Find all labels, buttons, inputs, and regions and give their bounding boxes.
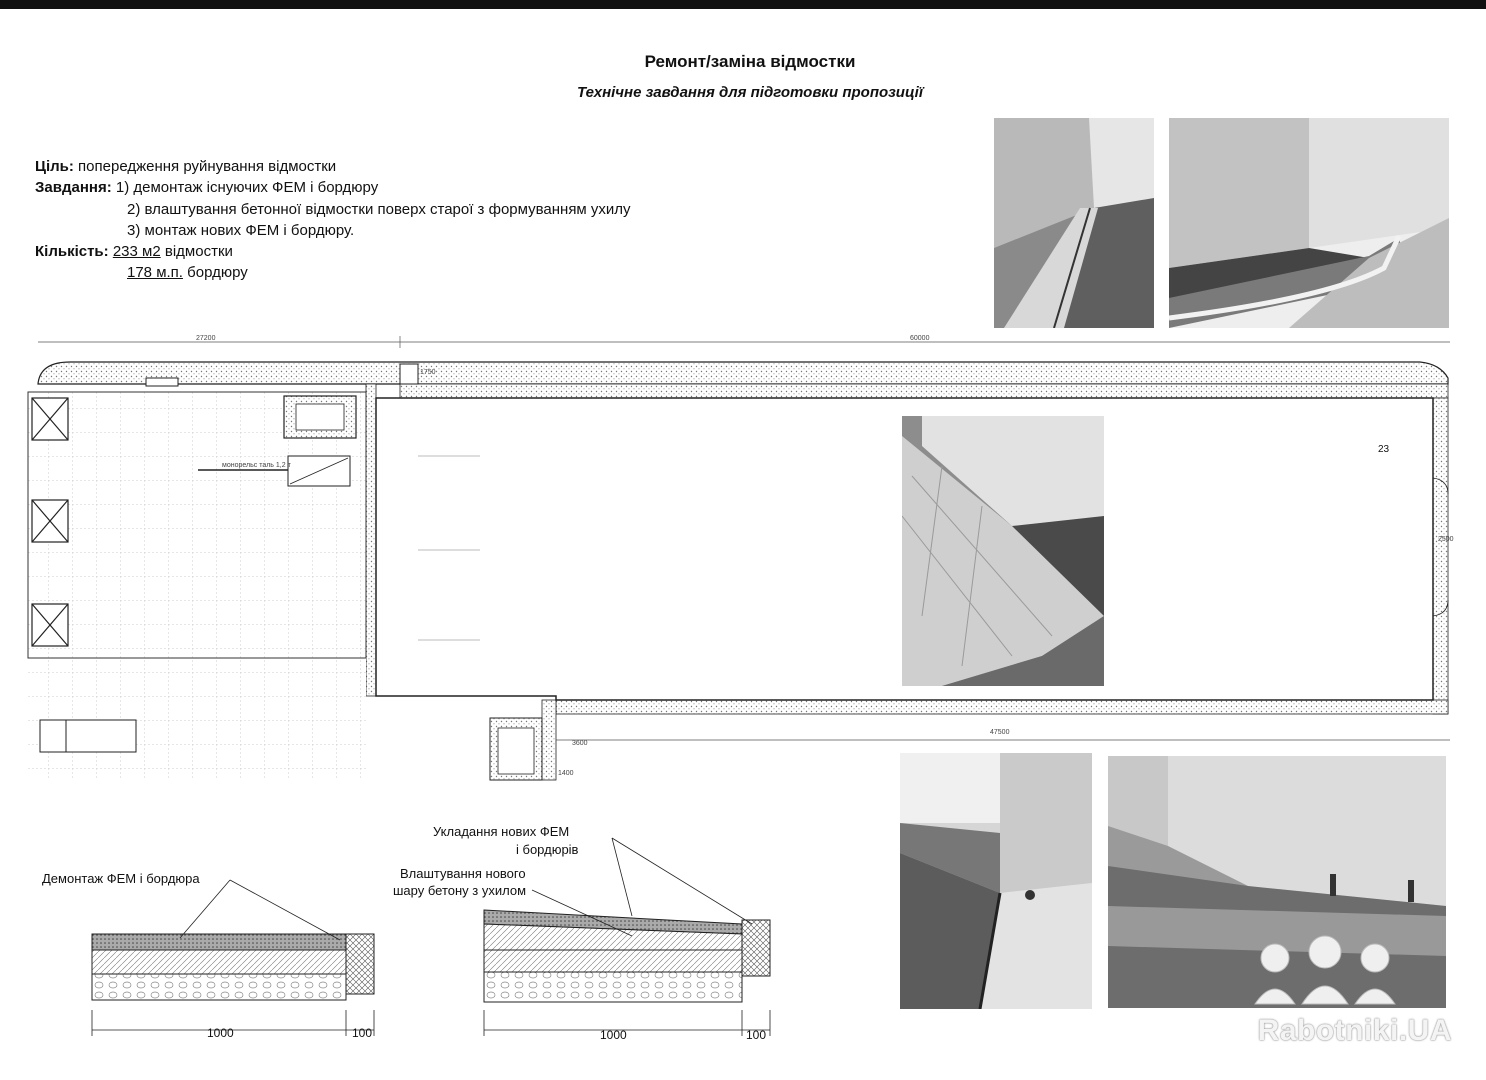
floor-plan (0, 320, 1486, 790)
watermark: Rabotniki.UA (1257, 1014, 1452, 1047)
dim-small-2: 3600 (572, 740, 588, 747)
section-left-label: Демонтаж ФЕМ і бордюра (42, 871, 200, 886)
tasks-label: Завдання: (35, 179, 112, 196)
goal-text: попередження руйнування відмостки (78, 158, 337, 175)
task-item-1: 1) демонтаж існуючих ФЕМ і бордюру (115, 179, 379, 196)
quantity-label: Кількість: (35, 243, 109, 260)
quantity-line-1 (35, 241, 233, 262)
goal-line (35, 156, 336, 177)
dim-top-left: 27200 (196, 335, 216, 342)
section-right-dim-main: 1000 (600, 1028, 627, 1042)
section-right-label-mid-2: шару бетону з ухилом (393, 883, 527, 898)
quantity-curb-unit: бордюру (187, 264, 248, 281)
section-left-dim-curb: 100 (352, 1026, 373, 1040)
quantity-area-unit: відмостки (164, 243, 233, 260)
document-subtitle: Технічне завдання для підготовки пропозиції (577, 84, 923, 101)
tasks-line-1 (35, 177, 378, 198)
section-right-label-top-1: Укладання нових ФЕМ (433, 824, 570, 839)
scan-top-border (0, 0, 1486, 9)
section-right-dim-curb: 100 (746, 1028, 767, 1042)
photo-corner-paving (902, 416, 1104, 686)
section-left-dim-main: 1000 (207, 1026, 234, 1040)
quantity-area-value: 233 м2 (112, 243, 161, 260)
dim-small-3: 1400 (558, 770, 574, 777)
document-title: Ремонт/заміна відмостки (644, 52, 856, 71)
room-number: 23 (1378, 444, 1390, 455)
photo-blind-area-curve (1169, 118, 1449, 328)
photo-blind-area-corridor (994, 118, 1154, 328)
dim-bottom-right: 47500 (990, 729, 1010, 736)
goal-label: Ціль: (35, 158, 74, 175)
dim-top-right: 60000 (910, 335, 930, 342)
section-right-label-top-2: і бордюрів (516, 842, 579, 857)
task-item-3: 3) монтаж нових ФЕМ і бордюру. (127, 222, 355, 239)
dim-right-side: 2500 (1438, 536, 1454, 543)
monorail-label: монорельс таль 1,2 т (222, 462, 291, 469)
photo-blind-area-drain (900, 753, 1092, 1009)
task-item-2: 2) влаштування бетонної відмостки поверх старої з формуванням ухилу (127, 201, 631, 218)
quantity-line-2 (127, 262, 248, 283)
dim-small-1: 1750 (420, 369, 436, 376)
quantity-curb-value: 178 м.п. (127, 264, 183, 281)
workers-logo-icon (1250, 930, 1400, 1006)
section-right-label-mid-1: Влаштування нового (400, 866, 526, 881)
